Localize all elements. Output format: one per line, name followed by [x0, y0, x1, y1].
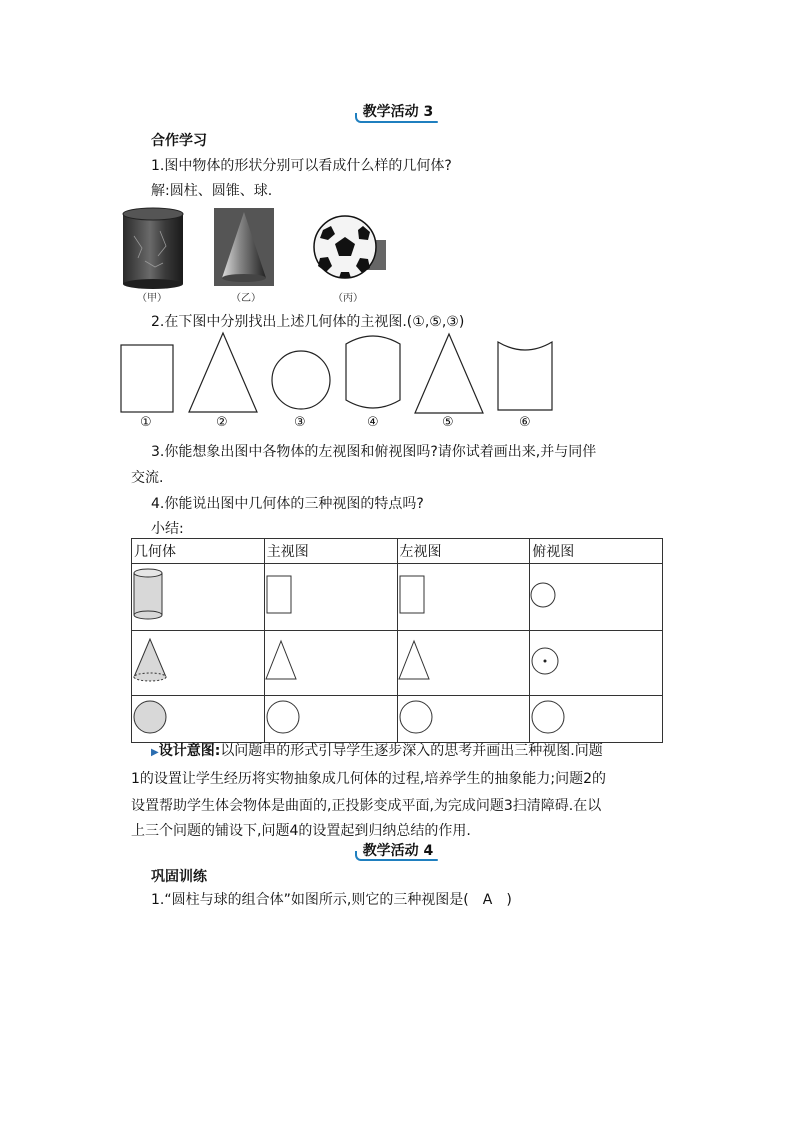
caption-jia: （甲）: [137, 293, 167, 304]
cylinder-top-view-cell: [530, 564, 663, 631]
cone-left-view-cell: [397, 631, 530, 696]
question-4: 4.你能说出图中几何体的三种视图的特点吗?: [151, 496, 424, 512]
question-1-answer: 解:圆柱、圆锥、球.: [151, 183, 273, 199]
cone-front-view-shape: [265, 631, 396, 691]
shape-label-4: ④: [367, 415, 379, 430]
activity4-heading-curl: [355, 851, 363, 861]
cylinder-solid-icon: [132, 564, 263, 626]
table-row: [132, 631, 663, 696]
cone-front-view-cell: [264, 631, 397, 696]
cylinder-solid-cell: [132, 564, 265, 631]
cone-solid-icon: [132, 631, 263, 691]
cylinder-left-view-cell: [397, 564, 530, 631]
activity3-heading: 教学活动 3: [362, 104, 434, 120]
design-intent-line1: [151, 740, 603, 760]
shape-rectangle-1: [120, 344, 174, 414]
sphere-left-view-cell: [397, 696, 530, 743]
question-1: 1.图中物体的形状分别可以看成什么样的几何体?: [151, 158, 452, 174]
table-header-front-view: 主视图: [264, 539, 397, 564]
object-ball-image: [308, 212, 388, 282]
design-intent-text-1: 以问题串的形式引导学生逐步深入的思考并画出三种视图.问题: [220, 743, 603, 759]
question-3-line2: 交流.: [131, 470, 164, 486]
summary-table: [131, 538, 663, 743]
shape-rounded-rect-4: [344, 332, 402, 412]
table-header-solid: 几何体: [132, 539, 265, 564]
activity4-question-1: 1.“圆柱与球的组合体”如图所示,则它的三种视图是( A ): [151, 892, 512, 908]
table-row: [132, 696, 663, 743]
shape-triangle-5: [413, 332, 485, 416]
caption-bing: （丙）: [333, 293, 363, 304]
sphere-top-view-cell: [530, 696, 663, 743]
activity4-heading-underline: [360, 859, 438, 861]
activity3-subheading: 合作学习: [151, 133, 207, 149]
question-2: 2.在下图中分别找出上述几何体的主视图.(①,⑤,③): [151, 314, 465, 330]
caption-yi: （乙）: [231, 293, 261, 304]
sphere-solid-icon: [132, 696, 263, 738]
design-intent-line3: 设置帮助学生体会物体是曲面的,正投影变成平面,为完成问题3扫清障碍.在以: [131, 798, 602, 814]
cylinder-top-view-shape: [530, 564, 661, 626]
sphere-top-view-shape: [530, 696, 661, 738]
activity3-heading-curl: [355, 113, 363, 123]
object-cone-image: [214, 208, 274, 286]
question-3-line1: 3.你能想象出图中各物体的左视图和俯视图吗?请你试着画出来,并与同伴: [151, 444, 597, 460]
cone-left-view-shape: [398, 631, 529, 691]
shape-label-6: ⑥: [519, 415, 531, 430]
summary-label: 小结:: [151, 521, 184, 537]
sphere-solid-cell: [132, 696, 265, 743]
cylinder-front-view-cell: [264, 564, 397, 631]
table-row: [132, 564, 663, 631]
design-intent-label: 设计意图:: [158, 743, 221, 759]
shape-cylinder-6: [496, 338, 554, 414]
cone-top-view-shape: [530, 631, 661, 691]
shape-label-2: ②: [216, 415, 228, 430]
sphere-front-view-cell: [264, 696, 397, 743]
activity4-heading: 教学活动 4: [362, 843, 434, 859]
activity3-heading-underline: [360, 121, 438, 123]
table-header-row: [132, 539, 663, 564]
sphere-front-view-shape: [265, 696, 396, 738]
object-cylinder-image: [120, 206, 186, 290]
cylinder-left-view-shape: [398, 564, 529, 626]
table-header-top-view: 俯视图: [530, 539, 663, 564]
design-intent-line4: 上三个问题的铺设下,问题4的设置起到归纳总结的作用.: [131, 823, 471, 839]
sphere-left-view-shape: [398, 696, 529, 738]
table-header-left-view: 左视图: [397, 539, 530, 564]
cone-top-view-cell: [530, 631, 663, 696]
triangle-marker-icon: ▶: [151, 747, 159, 758]
shape-label-1: ①: [140, 415, 152, 430]
shape-triangle-2: [187, 331, 259, 415]
shape-circle-3: [270, 349, 332, 411]
shape-label-3: ③: [294, 415, 306, 430]
activity4-subheading: 巩固训练: [151, 869, 207, 885]
cone-solid-cell: [132, 631, 265, 696]
shape-label-5: ⑤: [442, 415, 454, 430]
cylinder-front-view-shape: [265, 564, 396, 626]
design-intent-line2: 1的设置让学生经历将实物抽象成几何体的过程,培养学生的抽象能力;问题2的: [131, 771, 606, 787]
